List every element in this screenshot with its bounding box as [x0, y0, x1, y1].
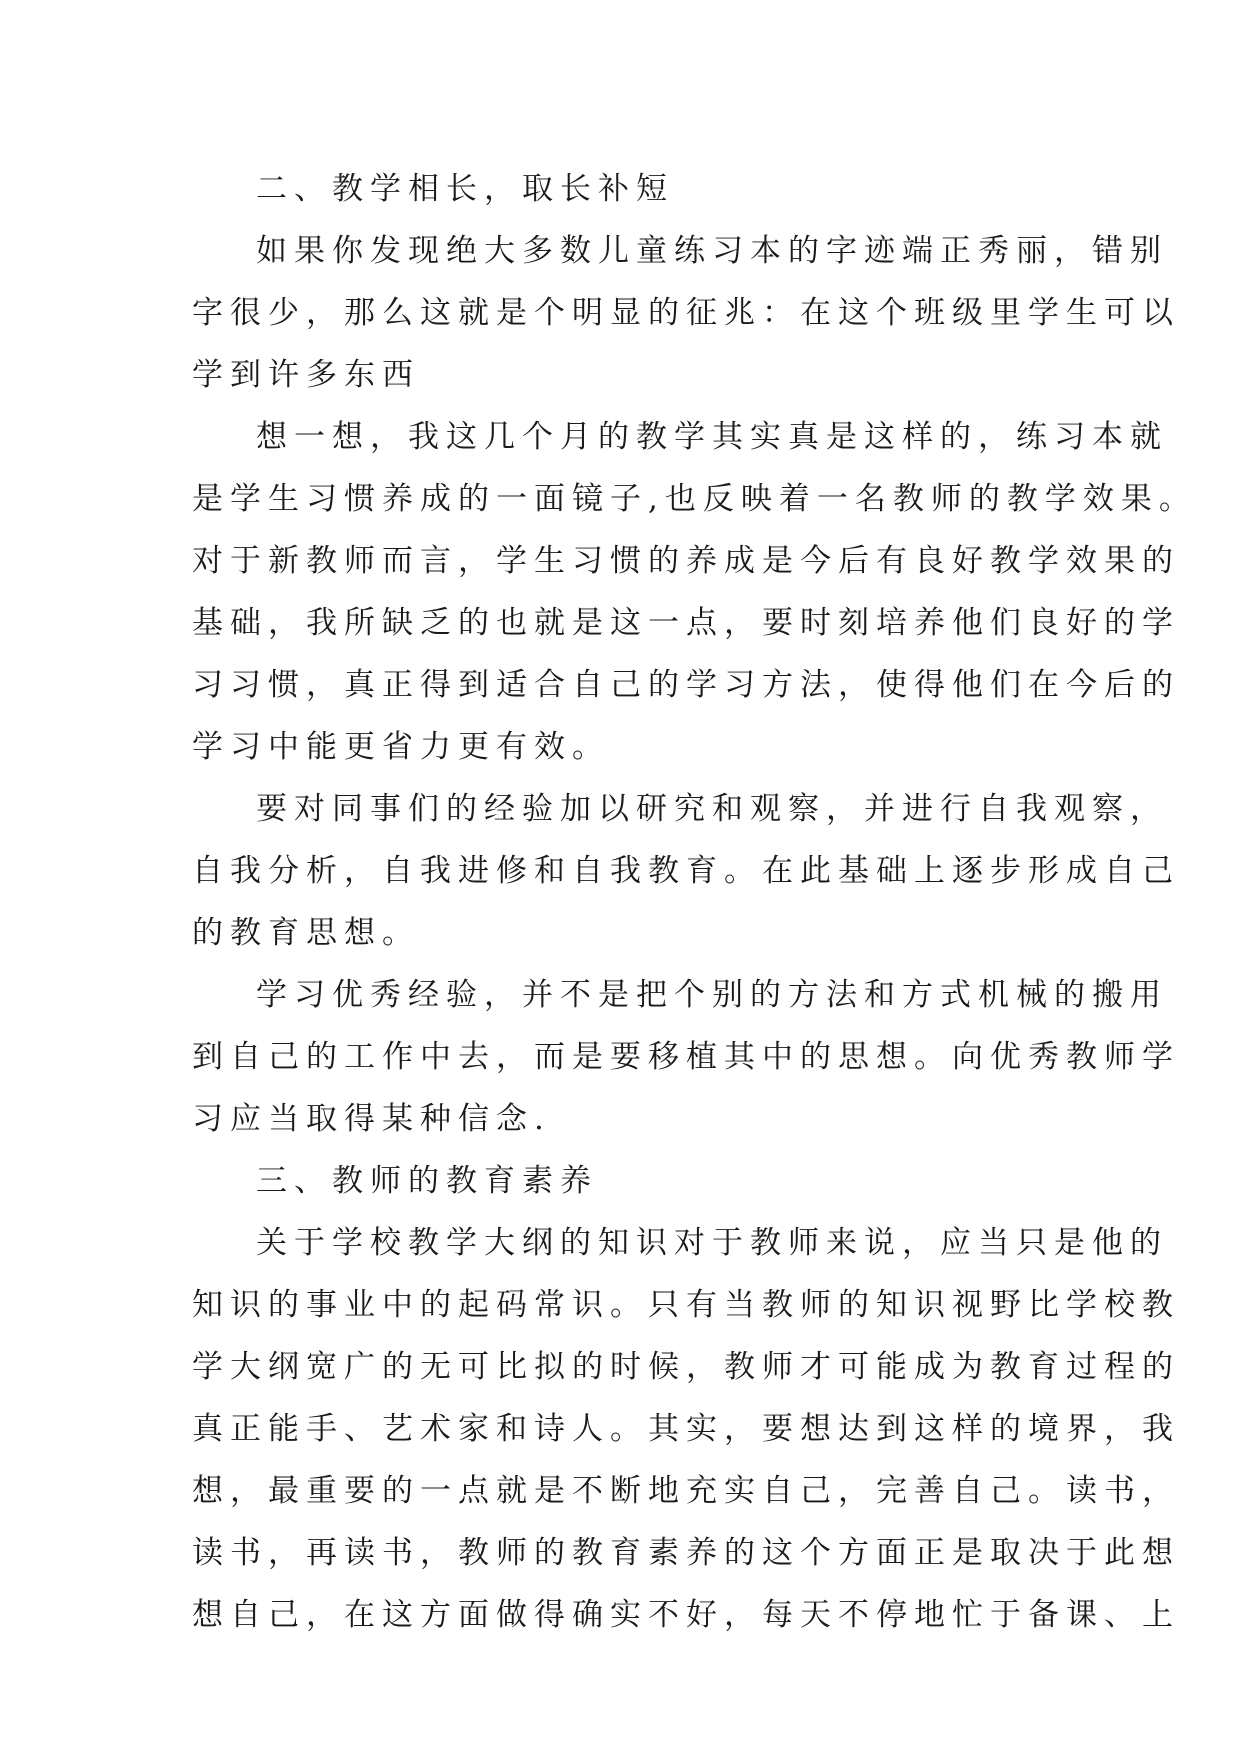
paragraph-line: 关于学校教学大纲的知识对于教师来说，应当只是他的: [256, 1225, 1168, 1261]
section-heading: 三、教师的教育素养: [256, 1163, 598, 1199]
paragraph-line: 是学生习惯养成的一面镜子,也反映着一名教师的教学效果。: [192, 481, 1197, 517]
paragraph-line: 到自己的工作中去，而是要移植其中的思想。向优秀教师学: [192, 1039, 1180, 1075]
paragraph-line: 要对同事们的经验加以研究和观察，并进行自我观察，: [256, 791, 1168, 827]
paragraph-line: 想，最重要的一点就是不断地充实自己，完善自己。读书，: [192, 1473, 1180, 1509]
paragraph-line: 想自己，在这方面做得确实不好，每天不停地忙于备课、上: [192, 1597, 1180, 1633]
section-heading: 二、教学相长，取长补短: [256, 171, 674, 207]
paragraph-line: 真正能手、艺术家和诗人。其实，要想达到这样的境界，我: [192, 1411, 1180, 1447]
paragraph-line: 想一想，我这几个月的教学其实真是这样的，练习本就: [256, 419, 1168, 455]
paragraph-line: 对于新教师而言，学生习惯的养成是今后有良好教学效果的: [192, 543, 1180, 579]
paragraph-line: 自我分析，自我进修和自我教育。在此基础上逐步形成自己: [192, 853, 1180, 889]
paragraph-line: 学到许多东西: [192, 357, 420, 393]
paragraph-line: 读书，再读书，教师的教育素养的这个方面正是取决于此想: [192, 1535, 1180, 1571]
paragraph-line: 知识的事业中的起码常识。只有当教师的知识视野比学校教: [192, 1287, 1180, 1323]
document-body: [192, 158, 1197, 1646]
paragraph-line: 习应当取得某种信念.: [192, 1101, 551, 1137]
paragraph-line: 学习中能更省力更有效。: [192, 729, 610, 765]
paragraph-line: 的教育思想。: [192, 915, 420, 951]
paragraph-line: 字很少，那么这就是个明显的征兆：在这个班级里学生可以: [192, 295, 1180, 331]
paragraph-line: 如果你发现绝大多数儿童练习本的字迹端正秀丽，错别: [256, 233, 1168, 269]
paragraph-line: 学大纲宽广的无可比拟的时候，教师才可能成为教育过程的: [192, 1349, 1180, 1385]
paragraph-line: 习习惯，真正得到适合自己的学习方法，使得他们在今后的: [192, 667, 1180, 703]
paragraph-line: 学习优秀经验，并不是把个别的方法和方式机械的搬用: [256, 977, 1168, 1013]
paragraph-line: 基础，我所缺乏的也就是这一点，要时刻培养他们良好的学: [192, 605, 1180, 641]
